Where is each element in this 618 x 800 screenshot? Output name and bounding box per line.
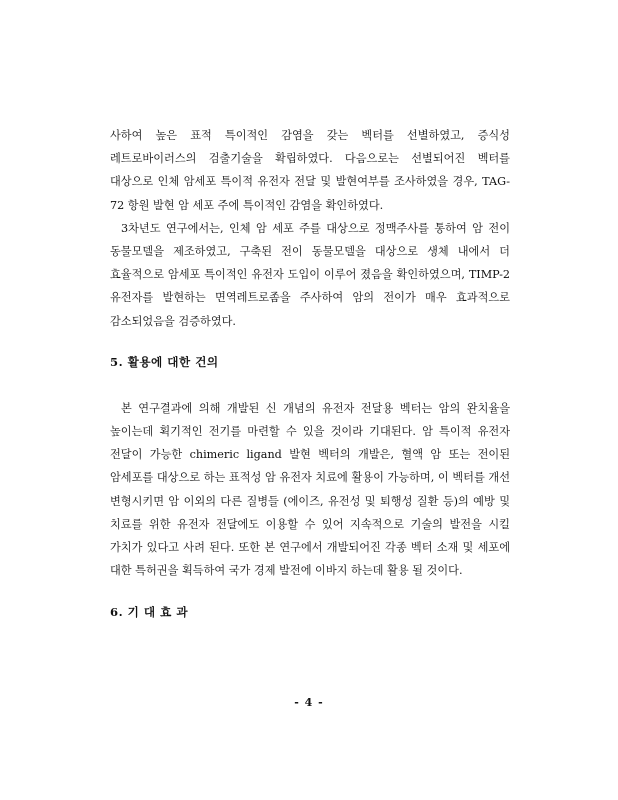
section-5-heading: 5. 활용에 대한 건의 bbox=[110, 354, 219, 369]
document-body bbox=[110, 124, 510, 624]
section-5-paragraph: 본 연구결과에 의해 개발된 신 개념의 유전자 전달용 벡터는 암의 완치율을 높이는데 획기적인 전기를 마련할 수 있을 것이라 기대된다. 암 특이적 유전자 전달이 가능한 chimeric ligand 발현 벡터의 개발은, 혈액 암 또는 전이된 암세포를 대상으로 하는 표적성 암 유전자 치료에 활용이 가능하며, 이 벡터를 개선 변형시키면 암 이외의 다른 질병들 (에이즈, 유전성 및 퇴행성 질환 등)의 예방 및 치료를 위한 유전자 전달에도 이용할 수 있어 지속적으로 기술의 발전을 시킬 가치가 있다고 사려 된다. 또한 본 연구에서 개발되어진 각종 벡터 소재 및 세포에 대한 특허권을 획득하여 국가 경제 발전에 이바지 하는데 활용 될 것이다. bbox=[110, 401, 510, 578]
section-6-heading: 6. 기 대 효 과 bbox=[110, 605, 189, 620]
page-number: - 4 - bbox=[294, 696, 324, 709]
body-paragraph-2: 3차년도 연구에서는, 인체 암 세포 주를 대상으로 정맥주사를 통하여 암 전이 동물모델을 제조하였고, 구축된 전이 동물모델을 대상으로 생체 내에서 더 효율적으로 암세포 특이적인 유전자 도입이 이루어 졌음을 확인하였으며, TIMP-2 유전자를 발현하는 면역레트로좀을 주사하여 암의 전이가 매우 효과적으로 감소되었음을 검증하였다. bbox=[110, 221, 510, 328]
body-paragraph-1: 사하여 높은 표적 특이적인 감염을 갖는 벡터를 선별하였고, 증식성 레트로바이러스의 검출기술을 확립하였다. 다음으로는 선별되어진 벡터를 대상으로 인체 암세포 특이적 유전자 전달 및 발현여부를 조사하였을 경우, TAG-72 항원 발현 암 세포 주에 특이적인 감염을 확인하였다. bbox=[110, 129, 510, 212]
